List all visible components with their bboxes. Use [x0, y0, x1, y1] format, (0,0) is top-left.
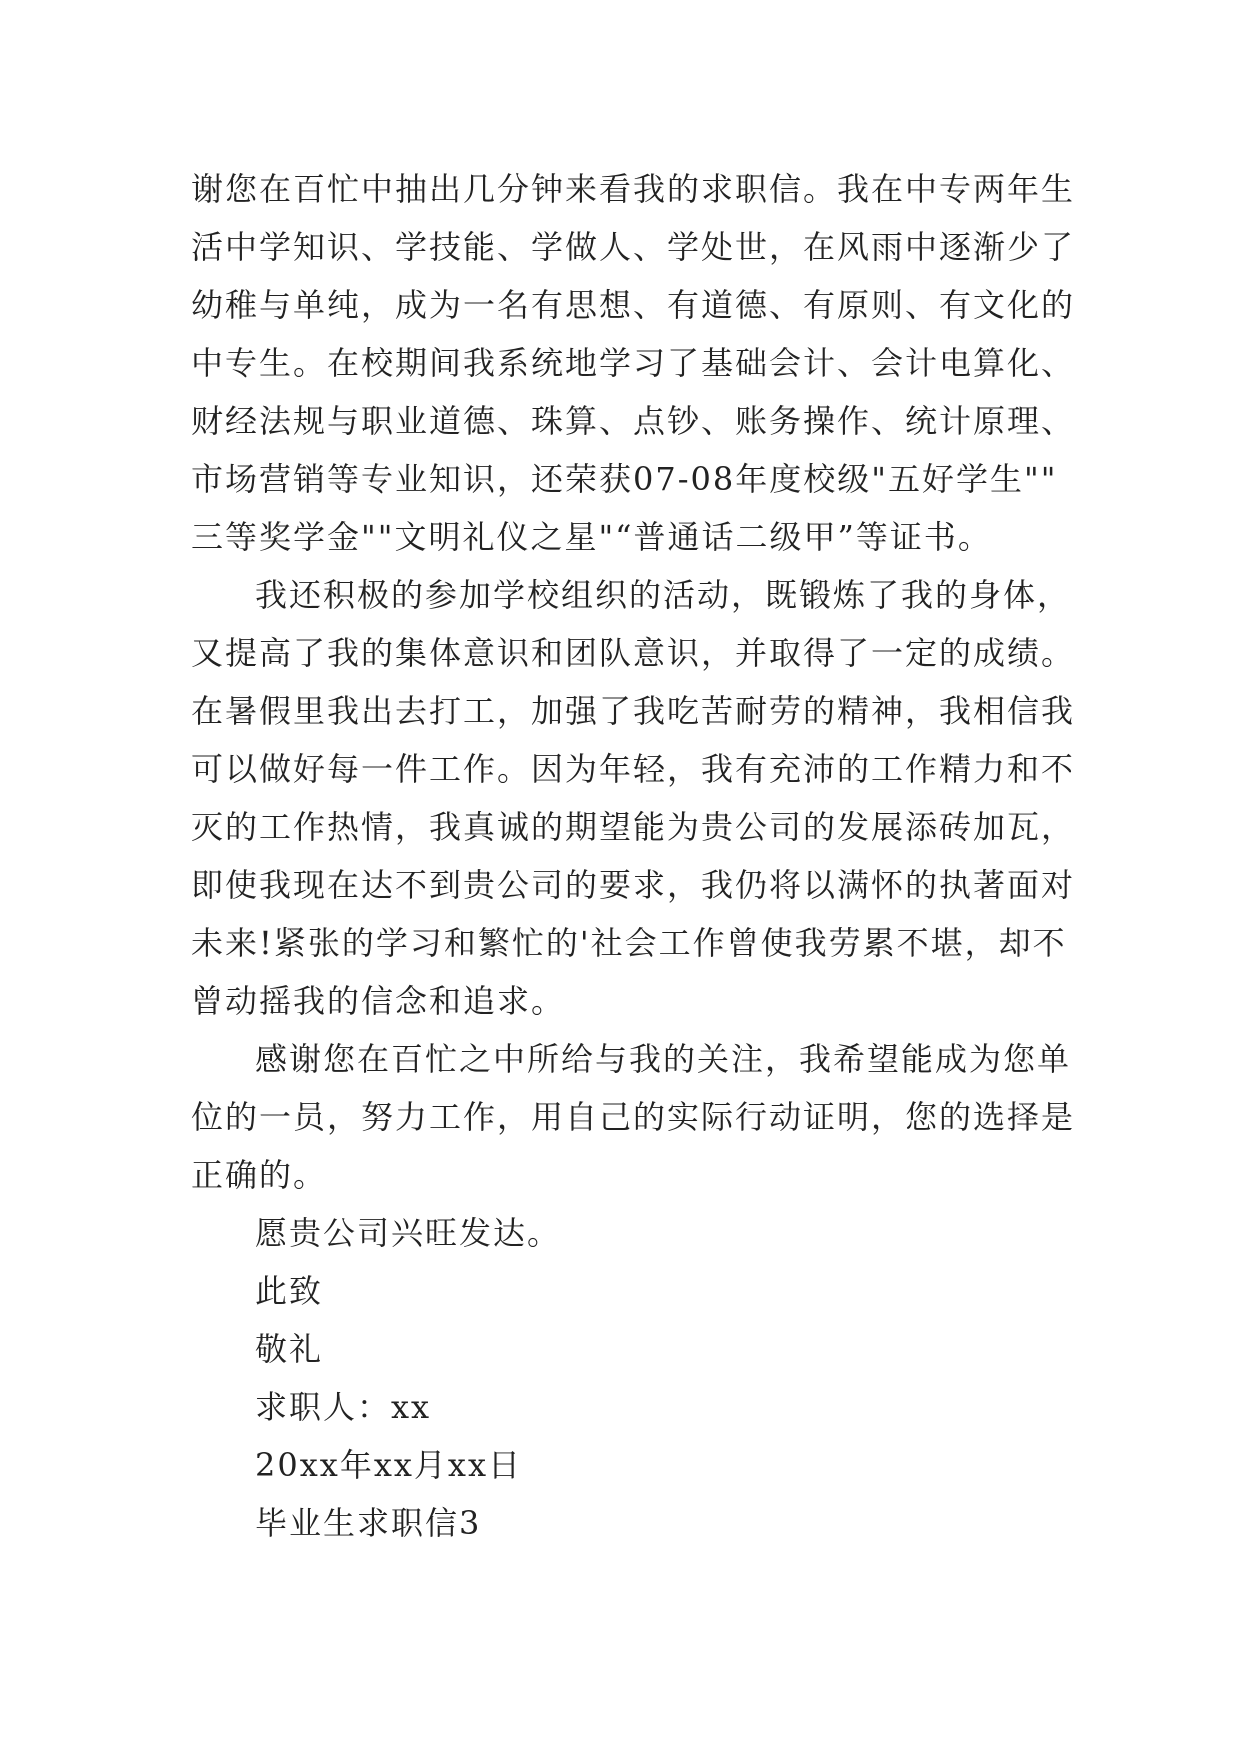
date: 20xx年xx月xx日: [255, 1446, 523, 1484]
paragraph-line: 正确的。: [191, 1156, 328, 1194]
signature: 求职人：xx: [255, 1388, 432, 1426]
paragraph-line: 又提高了我的集体意识和团队意识，并取得了一定的成绩。: [191, 634, 1076, 672]
paragraph-line: 幼稚与单纯，成为一名有思想、有道德、有原则、有文化的: [191, 286, 1076, 324]
paragraph-line: 可以做好每一件工作。因为年轻，我有充沛的工作精力和不: [191, 750, 1076, 788]
salutation-line-2: 敬礼: [255, 1330, 324, 1368]
next-section-heading: 毕业生求职信3: [255, 1504, 482, 1542]
paragraph-line: 未来!紧张的学习和繁忙的'社会工作曾使我劳累不堪，却不: [191, 924, 1067, 962]
closing-block: [191, 1204, 1071, 1552]
paragraph-2: [191, 566, 1076, 1030]
paragraph-line: 即使我现在达不到贵公司的要求，我仍将以满怀的执著面对: [191, 866, 1076, 904]
letter-body: [191, 160, 1076, 1552]
paragraph-line: 在暑假里我出去打工，加强了我吃苦耐劳的精神，我相信我: [191, 692, 1076, 730]
paragraph-line: 谢您在百忙中抽出几分钟来看我的求职信。我在中专两年生: [191, 170, 1076, 208]
paragraph-line: 曾动摇我的信念和追求。: [191, 982, 566, 1020]
paragraph-line: 中专生。在校期间我系统地学习了基础会计、会计电算化、: [191, 344, 1076, 382]
closing-wish: 愿贵公司兴旺发达。: [255, 1214, 562, 1252]
paragraph-line: 我还积极的参加学校组织的活动，既锻炼了我的身体，: [255, 576, 1072, 614]
salutation-line-1: 此致: [255, 1272, 324, 1310]
paragraph-line: 位的一员，努力工作，用自己的实际行动证明，您的选择是: [191, 1098, 1076, 1136]
paragraph-3: [191, 1030, 1076, 1204]
paragraph-1: [191, 160, 1076, 566]
paragraph-line: 财经法规与职业道德、珠算、点钞、账务操作、统计原理、: [191, 402, 1076, 440]
paragraph-line: 感谢您在百忙之中所给与我的关注，我希望能成为您单: [255, 1040, 1072, 1078]
paragraph-line: 三等奖学金""文明礼仪之星"“普通话二级甲”等证书。: [191, 518, 992, 556]
paragraph-line: 市场营销等专业知识，还荣获07-08年度校级"五好学生"": [191, 460, 1058, 498]
paragraph-line: 灭的工作热情，我真诚的期望能为贵公司的发展添砖加瓦，: [191, 808, 1076, 846]
paragraph-line: 活中学知识、学技能、学做人、学处世，在风雨中逐渐少了: [191, 228, 1076, 266]
